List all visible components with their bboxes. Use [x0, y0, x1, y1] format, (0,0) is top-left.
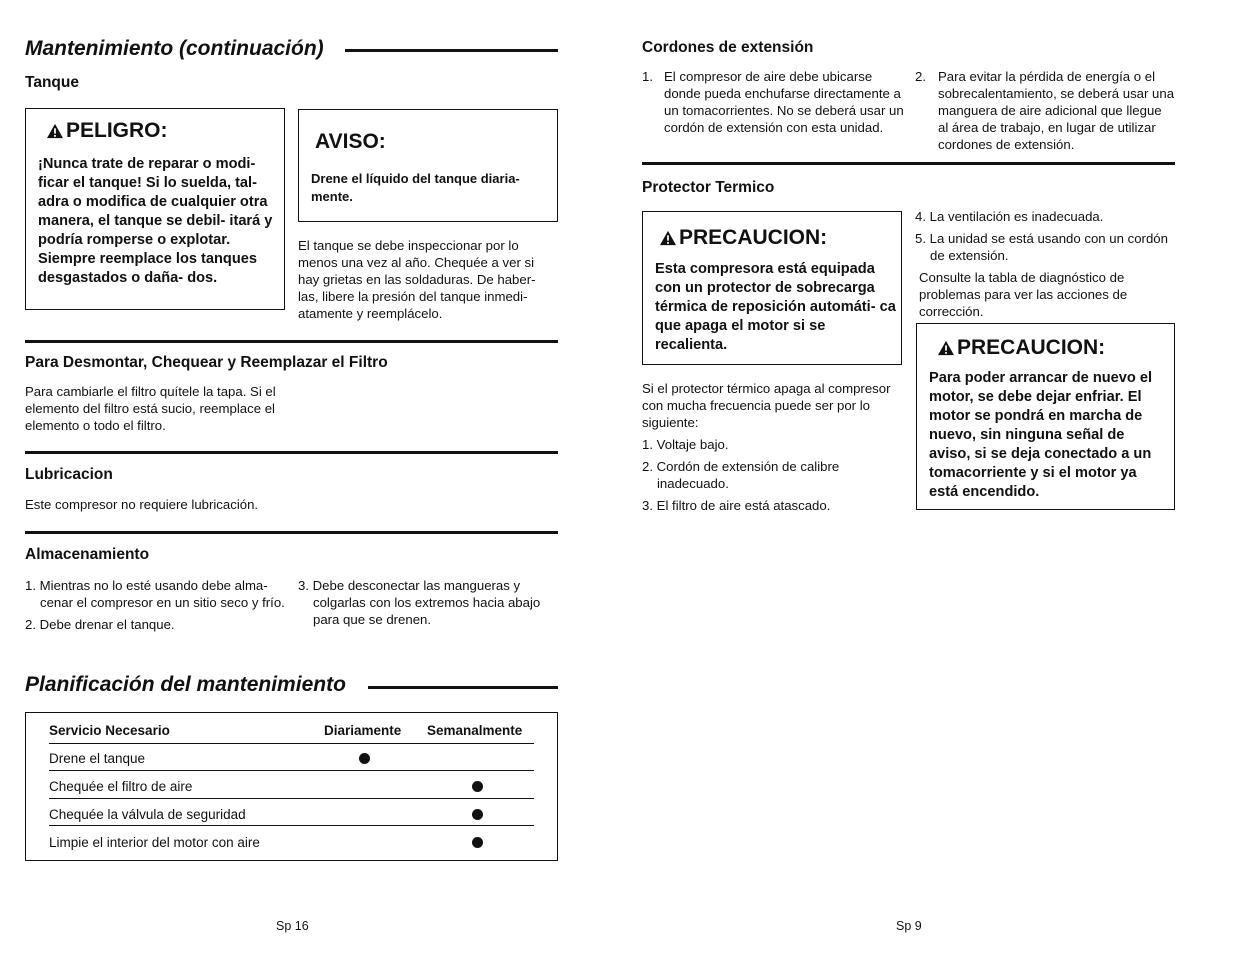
precaucion-text: Para poder arrancar de nuevo el motor, se debe dejar enfriar. El motor se pondrá en marcha de nuevo, sin ninguna señal de aviso, si se deja conectado a un tomacorriente y si el motor ya está encendido.: [929, 370, 1153, 500]
protector-body-text: Si el protector térmico apaga al compresor con mucha frecuencia puede ser por lo siguiente:: [642, 381, 891, 430]
item-text: El compresor de aire debe ubicarse donde pueda enchufarse directamente a un tomacorrientes. No se deberá usar un cordón de extensión con esta unidad.: [664, 69, 904, 135]
causes-list-a: [642, 436, 904, 519]
list-item: 3. Debe desconectar las mangueras y colgarlas con los extremos hacia abajo para que se drenen.: [298, 578, 541, 627]
peligro-title: [46, 119, 168, 143]
aviso-label: AVISO:: [315, 130, 386, 153]
almacenamiento-list-a: [25, 577, 287, 638]
table-rule: [49, 770, 534, 771]
table-rule: [49, 743, 534, 744]
item-number: 1.: [642, 69, 653, 84]
lubricacion-body-text: Este compresor no requiere lubricación.: [25, 497, 259, 512]
tanque-body-text: El tanque se debe inspeccionar por lo menos una vez al año. Chequée a ver si hay grietas en las soldaduras. De haber- las, libere la presión del tanque inmedi- atamente y reemplácelo.: [298, 238, 536, 321]
table-row-service: Limpie el interior del motor con aire: [49, 835, 260, 850]
precaucion-label: PRECAUCION:: [957, 336, 1106, 359]
precaucion-warning-box-2: [916, 323, 1175, 510]
section-title-filtro: Para Desmontar, Chequear y Reemplazar el Filtro: [25, 354, 388, 371]
section-title-lubricacion: Lubricacion: [25, 466, 113, 483]
aviso-notice-box: [298, 109, 558, 222]
almacenamiento-list-b: [298, 577, 560, 633]
causes-list-b: [915, 208, 1173, 269]
table-row-weekly-dot: [472, 809, 483, 820]
section-title-almacenamiento: Almacenamiento: [25, 546, 150, 563]
precaucion-title: [659, 226, 827, 250]
table-row-weekly-dot: [472, 837, 483, 848]
warning-triangle-icon: [937, 340, 955, 356]
maintenance-schedule-table: [25, 712, 558, 861]
list-item: 1. Mientras no lo esté usando debe alma- cenar el compresor en un sitio seco y frío.: [25, 578, 285, 610]
item-text: Para evitar la pérdida de energía o el sobrecalentamiento, se deberá usar una manguera de aire adicional que llegue al área de trabajo, en lugar de utilizar cordones de extensión.: [938, 69, 1175, 152]
list-item: 5. La unidad se está usando con un cordón de extensión.: [915, 231, 1168, 263]
page-heading-mantenimiento: Mantenimiento (continuación): [25, 37, 324, 60]
list-item: 2. Debe drenar el tanque.: [25, 617, 175, 632]
precaucion-label: PRECAUCION:: [679, 226, 828, 249]
cordones-item-2: [915, 68, 1175, 153]
precaucion-title: [937, 336, 1105, 360]
table-row-daily-dot: [359, 753, 370, 764]
warning-triangle-icon: [46, 123, 64, 139]
list-item: 4. La ventilación es inadecuada.: [915, 209, 1104, 224]
section-divider: [642, 162, 1175, 165]
peligro-label: PELIGRO:: [66, 119, 168, 142]
table-rule: [49, 798, 534, 799]
table-header-semanalmente: Semanalmente: [427, 723, 523, 738]
section-divider: [25, 531, 558, 534]
page-heading-planificacion: Planificación del mantenimiento: [25, 673, 346, 696]
filtro-body-text: Para cambiarle el filtro quítele la tapa. Si el elemento del filtro está sucio, reemplace el elemento o todo el filtro.: [25, 384, 276, 433]
heading-rule: [368, 686, 558, 689]
section-title-cordones: Cordones de extensión: [642, 39, 814, 56]
section-divider: [25, 340, 558, 343]
consulte-text: Consulte la tabla de diagnóstico de problemas para ver las acciones de corrección.: [919, 270, 1128, 319]
table-row-weekly-dot: [472, 781, 483, 792]
peligro-warning-box: [25, 108, 285, 310]
section-title-protector: Protector Termico: [642, 179, 775, 196]
section-divider: [25, 451, 558, 454]
list-item: 1. Voltaje bajo.: [642, 437, 729, 452]
peligro-text: ¡Nunca trate de reparar o modi- ficar el tanque! Si lo suelda, tal- adra o modifica de cualquier otra manera, el tanque se debil- itará y podría romperse o explotar. Siempre reemplace los tanques desgastados o daña- dos.: [38, 156, 273, 286]
precaucion-warning-box-1: [642, 211, 902, 365]
table-header-diariamente: Diariamente: [324, 723, 402, 738]
precaucion-text: Esta compresora está equipada con un protector de sobrecarga térmica de reposición automáti- ca que apaga el motor si se recalienta.: [655, 261, 896, 353]
heading-rule: [345, 49, 558, 52]
page-number-left: Sp 16: [276, 919, 309, 933]
list-item: 3. El filtro de aire está atascado.: [642, 498, 831, 513]
list-item: 2. Cordón de extensión de calibre inadecuado.: [642, 459, 840, 491]
table-header-servicio: Servicio Necesario: [49, 723, 170, 738]
warning-triangle-icon: [659, 230, 677, 246]
section-title-tanque: Tanque: [25, 74, 79, 91]
cordones-item-1: [642, 68, 904, 136]
page-number-right: Sp 9: [896, 919, 922, 933]
aviso-text: Drene el líquido del tanque diaria- mente.: [311, 171, 520, 204]
table-row-service: Drene el tanque: [49, 751, 146, 766]
table-rule: [49, 825, 534, 826]
table-row-service: Chequée la válvula de seguridad: [49, 807, 246, 822]
item-number: 2.: [915, 69, 926, 84]
table-row-service: Chequée el filtro de aire: [49, 779, 193, 794]
